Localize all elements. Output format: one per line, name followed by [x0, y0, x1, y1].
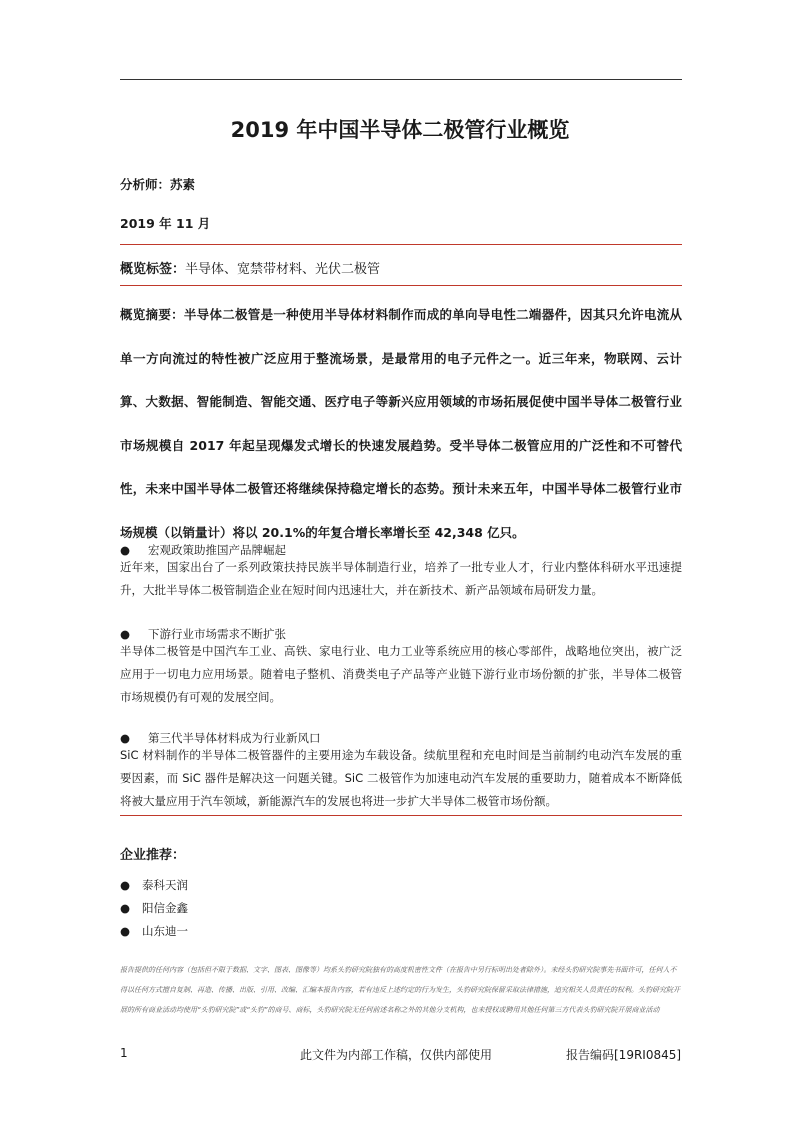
bullet-dot-icon: ● — [120, 924, 131, 938]
bullet-dot-icon: ● — [120, 878, 131, 892]
company-section-title: 企业推荐： — [120, 848, 186, 863]
divider — [120, 285, 682, 286]
divider — [120, 244, 682, 245]
analyst: 分析师：苏素 — [120, 177, 196, 192]
tags-value: 半导体、宽禁带材料、光伏二极管 — [185, 262, 381, 277]
tags-line — [120, 258, 380, 277]
bullet-dot-icon: ● — [120, 543, 131, 557]
report-code: 报告编码[19RI0845] — [566, 1048, 682, 1062]
list-item: ● 山东迪一 — [120, 920, 188, 943]
bullet-heading-text: 宏观政策助推国产品牌崛起 — [148, 543, 286, 557]
report-date: 2019 年 11 月 — [120, 216, 211, 231]
bullet-paragraph: SiC 材料制作的半导体二极管器件的主要用途为车载设备。续航里程和充电时间是当前制约电动汽车发展的重要因素，而 SiC 器件是解决这一问题关键。SiC 二极管作为加速电动汽车发展的重要助力，随着成本不断降低将被大量应用于汽车领域，新能源汽车的发展也将进一步扩大半导体二极管市场份额。 — [120, 748, 682, 808]
bullet-paragraph: 半导体二极管是中国汽车工业、高铁、家电行业、电力工业等系统应用的核心零部件，战略地位突出，被广泛应用于一切电力应用场景。随着电子整机、消费类电子产品等产业链下游行业市场份额的扩张，半导体二极管市场规模仍有可观的发展空间。 — [120, 644, 682, 704]
bullet-heading-text: 第三代半导体材料成为行业新风口 — [148, 731, 321, 745]
bullet-dot-icon: ● — [120, 731, 131, 745]
summary: 概览摘要：半导体二极管是一种使用半导体材料制作而成的单向导电性二端器件，因其只允许电流从单一方向流过的特性被广泛应用于整流场景，是最常用的电子元件之一。近三年来，物联网、云计算、大数据、智能制造、智能交通、医疗电子等新兴应用领域的市场拓展促使中国半导体二极管行业市场规模自 2017 年起呈现爆发式增长的快速发展趋势。受半导体二极管应用的广泛性和不可替代性，未来中国半导体二极管还将继续保持稳定增长的态势。预计未来五年，中国半导体二极管行业市场规模（以销量计）将以 20.1%的年复合增长率增长至 42,348 亿只。 — [120, 307, 682, 540]
report-title: 2019 年中国半导体二极管行业概览 — [230, 118, 570, 142]
bullet-dot-icon: ● — [120, 901, 131, 915]
disclaimer: 报告提供的任何内容（包括但不限于数据、文字、图表、图像等）均系头豹研究院独有的高度机密性文件（在报告中另行标明出处者除外）。未经头豹研究院事先书面许可，任何人不得以任何方式擅自复制、再造、传播、出版、引用、改编、汇编本报告内容，若有违反上述约定的行为发生，头豹研究院保留采取法律措施，追究相关人员责任的权利。头豹研究院开展的所有商业活动均使用“头豹研究院”或“头豹”的商号、商标，头豹研究院无任何前述名称之外的其他分支机构，也未授权或聘用其他任何第三方代表头豹研究院开展商业活动 — [120, 966, 680, 1014]
footer-notice: 此文件为内部工作稿，仅供内部使用 — [300, 1048, 493, 1062]
header-rule — [120, 79, 682, 80]
company-list — [120, 874, 188, 943]
divider — [120, 815, 682, 816]
bullet-paragraph: 近年来，国家出台了一系列政策扶持民族半导体制造行业，培养了一批专业人才，行业内整体科研水平迅速提升，大批半导体二极管制造企业在短时间内迅速壮大，并在新技术、新产品领域布局研发力量。 — [120, 560, 682, 597]
tags-label: 概览标签： — [120, 262, 186, 277]
list-item: ● 阳信金鑫 — [120, 897, 188, 920]
list-item: ● 泰科天润 — [120, 874, 188, 897]
bullet-dot-icon: ● — [120, 627, 131, 641]
bullet-heading-text: 下游行业市场需求不断扩张 — [148, 627, 286, 641]
page-number: 1 — [120, 1046, 128, 1060]
